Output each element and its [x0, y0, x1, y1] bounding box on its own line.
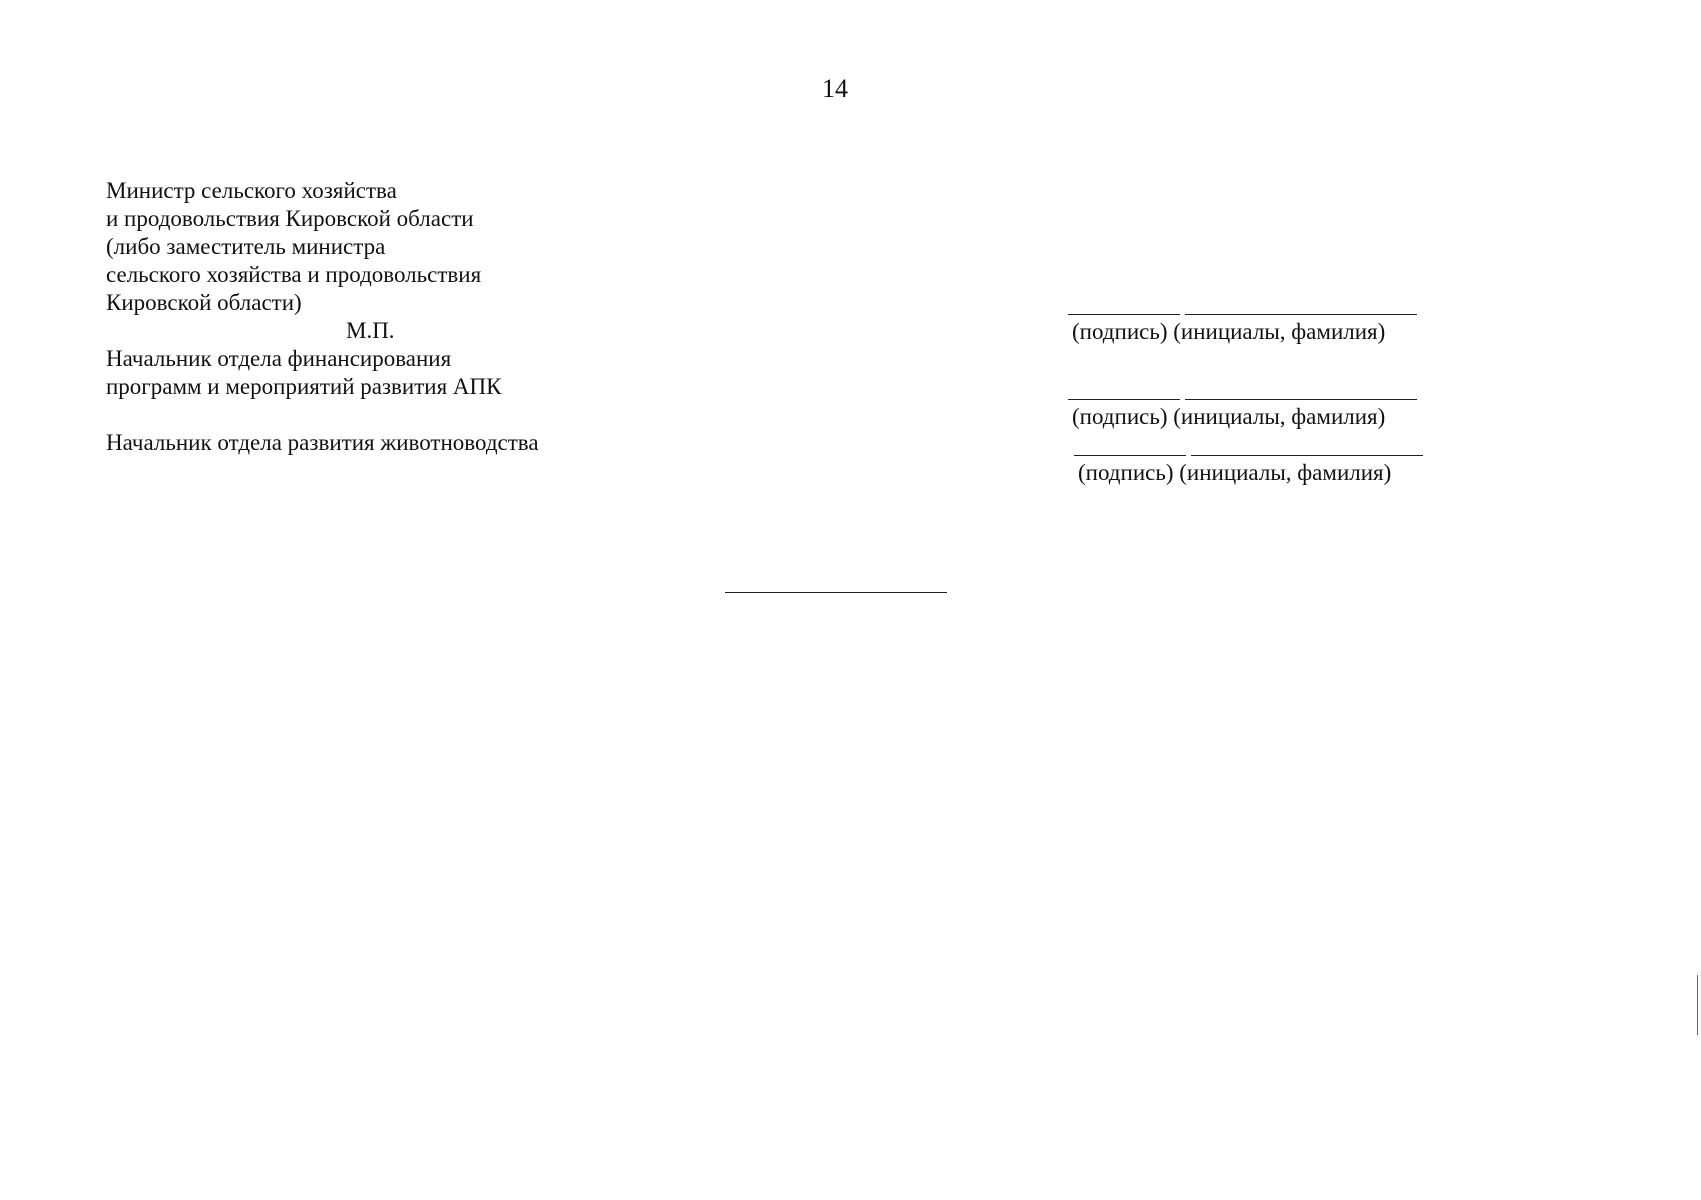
signatories-list [106, 177, 826, 457]
minister-title-line-2: и продовольствия Кировской области [106, 206, 474, 231]
name-line [1185, 399, 1417, 400]
end-of-document-rule [725, 592, 947, 593]
signature-line [1068, 314, 1180, 315]
finance-head-title-line-2: программ и мероприятий развития АПК [106, 374, 502, 399]
signature-field-minister [1068, 314, 1428, 354]
name-line [1191, 455, 1423, 456]
seal-label: М.П. [346, 318, 395, 343]
scan-edge-mark [1697, 975, 1698, 1035]
minister-title-line-3: (либо заместитель министра [106, 234, 386, 259]
signature-caption: (подпись) (инициалы, фамилия) [1072, 319, 1386, 344]
signature-line [1074, 455, 1186, 456]
signature-caption: (подпись) (инициалы, фамилия) [1078, 460, 1392, 485]
spacer [106, 401, 826, 429]
minister-title-line-4: сельского хозяйства и продовольствия [106, 262, 482, 287]
signature-field-finance-head [1068, 399, 1428, 439]
livestock-head-title: Начальник отдела развития животноводства [106, 430, 539, 455]
finance-head-title-line-1: Начальник отдела финансирования [106, 346, 452, 371]
minister-title-line-1: Министр сельского хозяйства [106, 178, 397, 203]
signature-line [1068, 399, 1180, 400]
signature-field-livestock-head [1074, 455, 1434, 495]
page-number: 14 [822, 74, 848, 103]
name-line [1185, 314, 1417, 315]
minister-title-line-5: Кировской области) [106, 290, 302, 315]
signature-caption: (подпись) (инициалы, фамилия) [1072, 404, 1386, 429]
